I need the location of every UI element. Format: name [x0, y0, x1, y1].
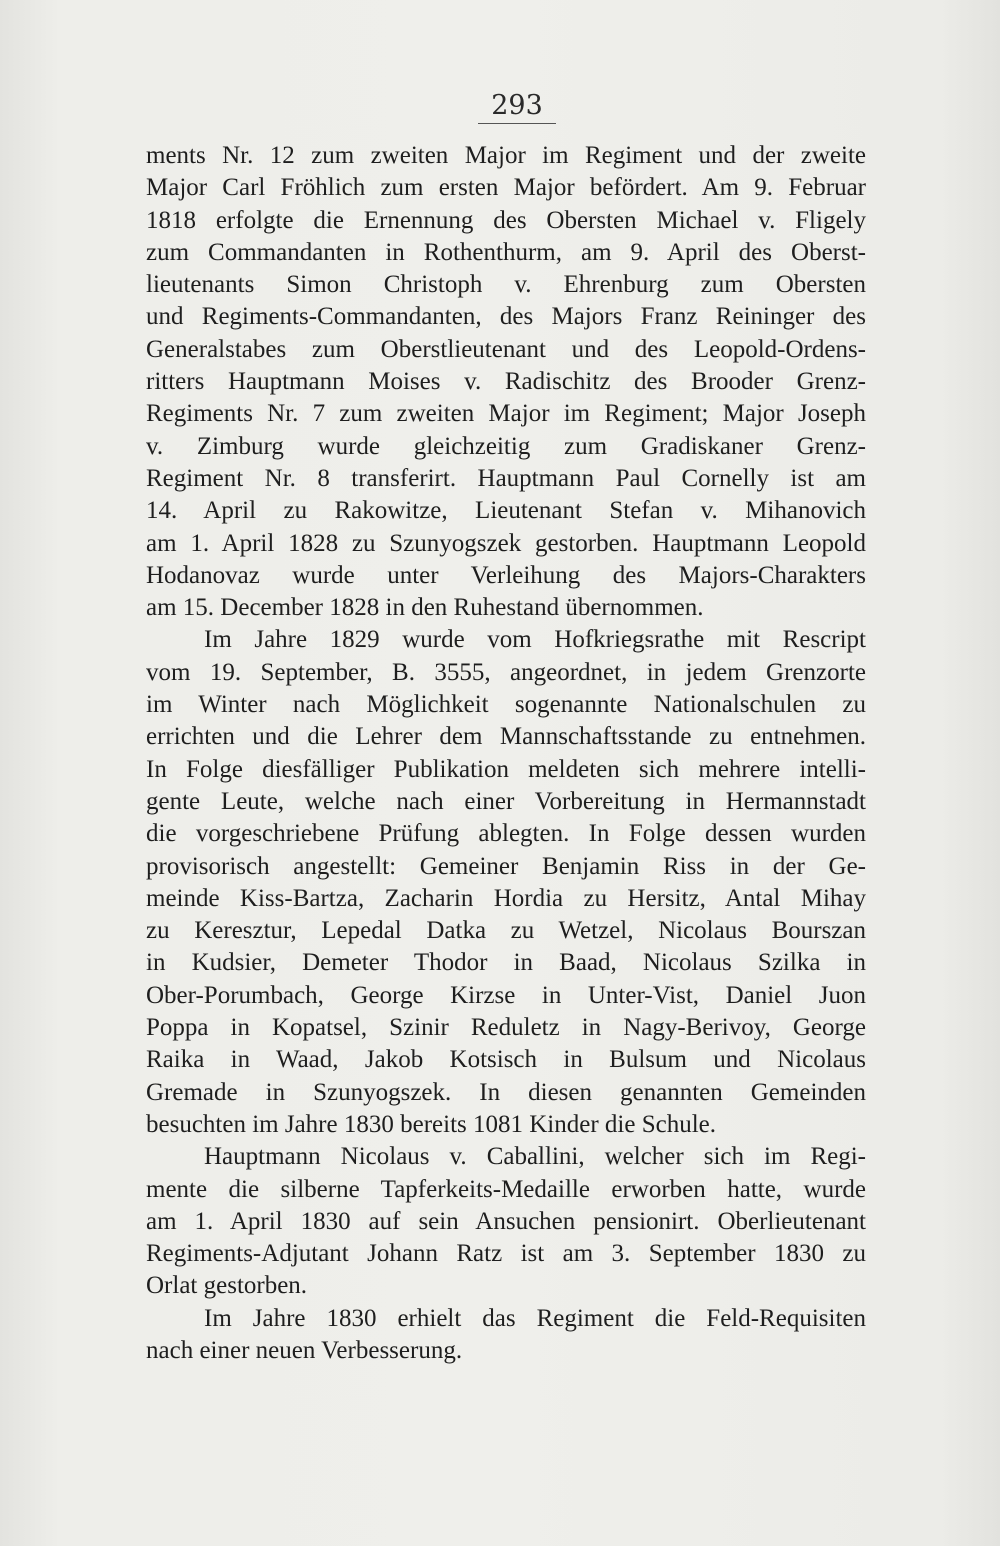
text-line: Major Carl Fröhlich zum ersten Major befördert. Am 9. Februar [146, 174, 866, 202]
text-line: provisorisch angestellt: Gemeiner Benjamin Riss in der Ge- [146, 852, 866, 880]
text-line: am 1. April 1830 auf sein Ansuchen pensionirt. Oberlieutenant [146, 1207, 866, 1235]
text-line: Regiments-Adjutant Johann Ratz ist am 3. September 1830 zu [146, 1240, 866, 1268]
text-line: Hauptmann Nicolaus v. Caballini, welcher sich im Regi- [204, 1143, 866, 1171]
text-line: errichten und die Lehrer dem Mannschaftsstande zu entnehmen. [146, 723, 866, 751]
text-line: Gremade in Szunyogszek. In diesen genannten Gemeinden [146, 1078, 866, 1106]
text-line: Generalstabes zum Oberstlieutenant und des Leopold-Ordens- [146, 335, 866, 363]
text-line: Orlat gestorben. [146, 1272, 308, 1300]
text-line: 14. April zu Rakowitze, Lieutenant Stefan v. Mihanovich [146, 497, 866, 525]
text-line: in Kudsier, Demeter Thodor in Baad, Nicolaus Szilka in [146, 949, 866, 977]
text-line: mente die silberne Tapferkeits-Medaille erworben hatte, wurde [146, 1175, 866, 1203]
text-line: ritters Hauptmann Moises v. Radischitz des Brooder Grenz- [146, 368, 866, 396]
text-line: zum Commandanten in Rothenthurm, am 9. April des Oberst- [146, 238, 866, 266]
text-line: nach einer neuen Verbesserung. [146, 1336, 463, 1364]
text-line: und Regiments-Commandanten, des Majors Franz Reininger des [146, 303, 866, 331]
text-line: die vorgeschriebene Prüfung ablegten. In Folge dessen wurden [146, 820, 866, 848]
text-line: Im Jahre 1830 erhielt das Regiment die Feld-Requisiten [204, 1304, 866, 1332]
text-line: Raika in Waad, Jakob Kotsisch in Bulsum und Nicolaus [146, 1046, 866, 1074]
text-line: ments Nr. 12 zum zweiten Major im Regiment und der zweite [146, 142, 866, 169]
text-line: zu Keresztur, Lepedal Datka zu Wetzel, Nicolaus Bourszan [146, 917, 866, 945]
page-number: 293 [478, 90, 556, 124]
text-line: am 15. December 1828 in den Ruhestand übernommen. [146, 594, 704, 622]
text-line: am 1. April 1828 zu Szunyogszek gestorben. Hauptmann Leopold [146, 529, 866, 557]
text-line: Im Jahre 1829 wurde vom Hofkriegsrathe mit Rescript [204, 626, 866, 654]
text-line: vom 19. September, B. 3555, angeordnet, in jedem Grenzorte [146, 658, 866, 686]
text-line: Ober-Porumbach, George Kirzse in Unter-Vist, Daniel Juon [146, 981, 866, 1009]
text-line: Regiment Nr. 8 transferirt. Hauptmann Paul Cornelly ist am [146, 464, 866, 492]
text-line: Hodanovaz wurde unter Verleihung des Majors-Charakters [146, 561, 866, 589]
text-line: meinde Kiss-Bartza, Zacharin Hordia zu Hersitz, Antal Mihay [146, 884, 866, 912]
text-line: Regiments Nr. 7 zum zweiten Major im Regiment; Major Joseph [146, 400, 866, 428]
text-line: v. Zimburg wurde gleichzeitig zum Gradiskaner Grenz- [146, 432, 866, 460]
body-text [146, 140, 866, 1367]
text-line: besuchten im Jahre 1830 bereits 1081 Kinder die Schule. [146, 1110, 716, 1138]
text-line: gente Leute, welche nach einer Vorbereitung in Hermannstadt [146, 787, 866, 815]
text-line: im Winter nach Möglichkeit sogenannte Nationalschulen zu [146, 691, 866, 719]
text-line: 1818 erfolgte die Ernennung des Obersten Michael v. Fligely [146, 206, 866, 234]
text-line: Poppa in Kopatsel, Szinir Reduletz in Nagy-Berivoy, George [146, 1014, 866, 1042]
text-line: In Folge diesfälliger Publikation meldeten sich mehrere intelli- [146, 755, 866, 783]
text-line: lieutenants Simon Christoph v. Ehrenburg zum Obersten [146, 271, 866, 299]
